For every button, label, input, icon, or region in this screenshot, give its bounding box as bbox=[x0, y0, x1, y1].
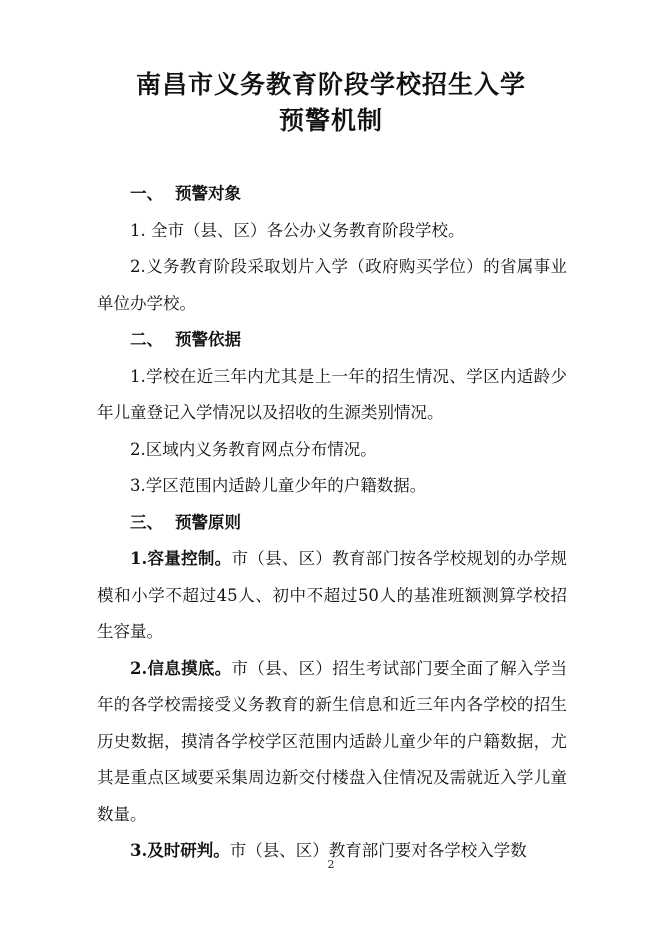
section-title: 预警对象 bbox=[175, 184, 241, 203]
paragraph: 3.学区范围内适龄儿童少年的户籍数据。 bbox=[130, 476, 427, 495]
paragraph: 1.学校在近三年内尤其是上一年的招生情况、学区内适龄少年儿童登记入学情况以及招收的生源类别情况。 bbox=[97, 366, 567, 422]
document-body bbox=[97, 176, 567, 870]
section-number: 三、 bbox=[130, 512, 163, 532]
section-title: 预警依据 bbox=[175, 330, 241, 349]
paragraph: 1. 全市（县、区）各公办义务教育阶段学校。 bbox=[130, 220, 465, 240]
principle-lead: 1.容量控制。 bbox=[130, 549, 232, 568]
principle-text: 市（县、区）招生考试部门要全面了解入学当年的各学校需接受义务教育的新生信息和近三年内各学校的招生历史数据，摸清各学校学区范围内适龄儿童少年的户籍数据，尤其是重点区域要采集周边新交付楼盘入住情况及需就近入学儿童数量。 bbox=[97, 658, 568, 824]
document-title-line2: 预警机制 bbox=[278, 106, 383, 135]
principle-lead: 3.及时研判。 bbox=[130, 841, 230, 860]
section-number: 一、 bbox=[130, 184, 163, 203]
principle-item bbox=[97, 651, 567, 834]
page-number: 2 bbox=[327, 858, 335, 871]
principle-text: 市（县、区）教育部门要对各学校入学数 bbox=[229, 841, 527, 860]
principle-lead: 2.信息摸底。 bbox=[130, 658, 232, 678]
paragraph: 2.区域内义务教育网点分布情况。 bbox=[130, 439, 377, 459]
document-title-line1: 南昌市义务教育阶段学校招生入学 bbox=[135, 70, 526, 99]
section-heading-1 bbox=[97, 176, 567, 213]
paragraph: 2.义务教育阶段采取划片入学（政府购买学位）的省属事业单位办学校。 bbox=[97, 257, 567, 313]
principle-item bbox=[97, 541, 567, 651]
section-heading-2 bbox=[97, 322, 567, 359]
section-heading-3 bbox=[97, 505, 567, 542]
section-number: 二、 bbox=[130, 330, 163, 349]
section-title: 预警原则 bbox=[175, 512, 241, 532]
principle-text: 市（县、区）教育部门按各学校规划的办学规模和小学不超过45人、初中不超过50人的基准班额测算学校招生容量。 bbox=[97, 549, 568, 641]
